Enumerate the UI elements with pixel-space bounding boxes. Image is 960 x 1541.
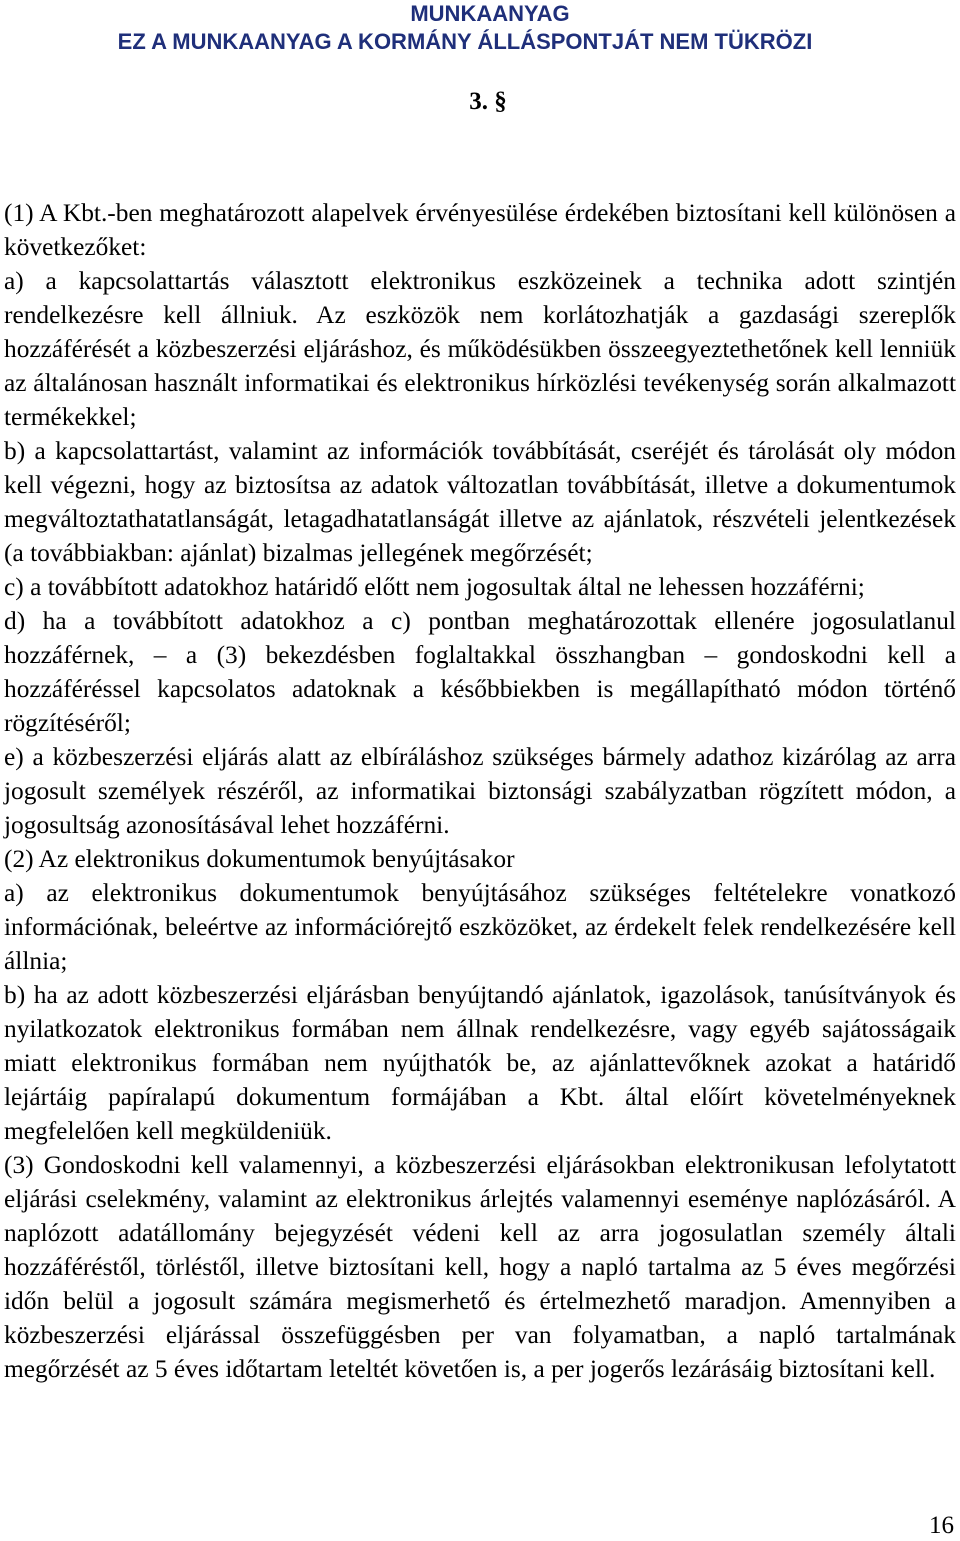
paragraph-1-point-a: a) a kapcsolattartás választott elektronikus eszközeinek a technika adott szintjén rendelkezésre kell állniuk. Az eszközök nem korlátozhatják a gazdasági szereplők hozzáférését a közbeszerzési eljáráshoz, és működésükben összeegyeztethetőnek kell lenniük az általánosan használt informatikai és elektronikus hírközlési tevékenység során alkalmazott termékekkel; (4, 267, 956, 431)
paragraph-2-point-b: b) ha az adott közbeszerzési eljárásban benyújtandó ajánlatok, igazolások, tanúsítványok és nyilatkozatok elektronikus formában nem állnak rendelkezésre, vagy egyéb sajátosságaik miatt elektronikus formában nem nyújthatók be, az ajánlattevőknek azokat a határidő lejártáig papíralapú dokumentum formájában a Kbt. által előírt követelményeknek megfelelően kell megküldeniük. (4, 981, 956, 1145)
paragraph-1-point-e: e) a közbeszerzési eljárás alatt az elbíráláshoz szükséges bármely adathoz kizárólag az arra jogosult személyek részéről, az informatikai biztonsági szabályzatban rögzített módon, a jogosultság azonosításával lehet hozzáférni. (4, 743, 956, 839)
draft-watermark (0, 0, 960, 56)
section-heading (0, 86, 960, 118)
paragraph-1-point-c: c) a továbbított adatokhoz határidő előtt nem jogosultak által ne lehessen hozzáférni; (4, 573, 865, 601)
paragraph-1-intro: (1) A Kbt.-ben meghatározott alapelvek érvényesülése érdekében biztosítani kell különösen a következőket: (4, 199, 956, 261)
paragraph-3: (3) Gondoskodni kell valamennyi, a közbeszerzési eljárásokban elektronikusan lefolytatott eljárási cselekmény, valamint az elektronikus árlejtés valamennyi eseménye naplózásáról. A naplózott adatállomány bejegyzését védeni kell az arra jogosulatlan személy általi hozzáféréstől, törléstől, illetve biztosítani kell, hogy a napló tartalma az 5 éves megőrzési időn belül a jogosult számára megismerhető és értelmezhető maradjon. Amennyiben a közbeszerzési eljárással összefüggésben per van folyamatban, a napló tartalmának megőrzését az 5 éves időtartam leteltét követően is, a per jogerős lezárásáig biztosítani kell. (4, 1151, 956, 1383)
paragraph-1-point-d: d) ha a továbbított adatokhoz a c) pontban meghatározottak ellenére jogosulatlanul hozzáférnek, – a (3) bekezdésben foglaltakkal összhangban – gondoskodni kell a hozzáféréssel kapcsolatos adatoknak a későbbiekben is megállapítható módon történő rögzítéséről; (4, 607, 956, 737)
section-number: 3. § (469, 88, 507, 115)
paragraph-2-point-a: a) az elektronikus dokumentumok benyújtásához szükséges feltételekre vonatkozó információnak, beleértve az információrejtő eszközöket, az érdekelt felek rendelkezésére kell állnia; (4, 879, 956, 975)
paragraph-2-intro: (2) Az elektronikus dokumentumok benyújtásakor (4, 845, 515, 873)
watermark-line-1: MUNKAANYAG (410, 1, 570, 26)
paragraph-1-point-b: b) a kapcsolattartást, valamint az információk továbbítását, cseréjét és tárolását oly módon kell végezni, hogy az biztosítsa az adatok változatlan továbbítását, illetve a dokumentumok megváltoztathatatlanságát, letagadhatatlanságát illetve az ajánlatok, részvételi jelentkezések (a továbbiakban: ajánlat) bizalmas jellegének megőrzését; (4, 437, 956, 567)
document-body (4, 196, 956, 1386)
watermark-line-2: EZ A MUNKAANYAG A KORMÁNY ÁLLÁSPONTJÁT NEM TÜKRÖZI (117, 29, 813, 54)
page-number: 16 (929, 1512, 954, 1539)
